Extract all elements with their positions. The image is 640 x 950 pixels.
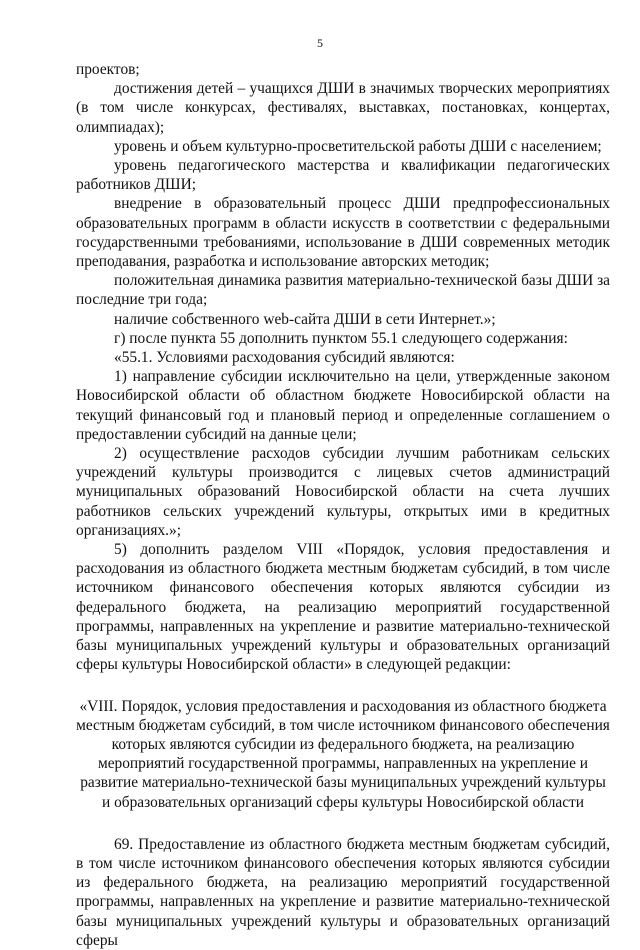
paragraph-clause-55-1: «55.1. Условиями расходования субсидий являются: bbox=[114, 349, 455, 367]
paragraph-outreach-level: уровень и объем культурно-просветительской работы ДШИ с населением; bbox=[114, 137, 602, 155]
paragraph-teaching-skill: уровень педагогического мастерства и квалификации педагогических работников ДШИ; bbox=[76, 157, 610, 194]
paragraph-69: 69. Предоставление из областного бюджета местным бюджетам субсидий, в том числе источником финансового обеспечения которых являются субсидии из федерального бюджета, на реализацию мероприятий государственной программы, направленных на укрепление и развитие материально-технической базы муниципальных учреждений культуры и образовательных организаций сферы bbox=[76, 835, 610, 949]
document-body bbox=[76, 60, 610, 950]
page-number: 5 bbox=[317, 36, 323, 50]
paragraph-website: наличие собственного web-сайта ДШИ в сети Интернет.»; bbox=[114, 310, 496, 328]
paragraph-amendment-g: г) после пункта 55 дополнить пунктом 55.1 следующего содержания: bbox=[114, 329, 568, 347]
paragraph-programs: внедрение в образовательный процесс ДШИ предпрофессиональных образовательных программ в области искусств в соответствии с федеральными государственными требованиями, использование в ДШИ современных методик преподавания, разработка и использование авторских методик; bbox=[76, 195, 610, 271]
section-heading: «VIII. Порядок, условия предоставления и расходования из областного бюджета местным бюджетам субсидий, в том числе источником финансового обеспечения которых являются субсидии из федерального бюджета, на реализацию мероприятий государственной программы, направленных на укрепление и развитие материально-технической базы муниципальных учреждений культуры и образовательных организаций сферы культуры Новосибирской области bbox=[76, 697, 610, 811]
paragraph-amendment-5: 5) дополнить разделом VIII «Порядок, условия предоставления и расходования из областного бюджета местным бюджетам субсидий, в том числе источником финансового обеспечения которых являются субсидии из федерального бюджета, на реализацию мероприятий государственной программы, направленных на укрепление и развитие материально-технической базы муниципальных учреждений культуры и образовательных организаций сферы культуры Новосибирской области» в следующей редакции: bbox=[76, 541, 610, 674]
paragraph-condition-1: 1) направление субсидии исключительно на цели, утвержденные законом Новосибирской области об областном бюджете Новосибирской области на текущий финансовый год и плановый период и определенные соглашением о предоставлении субсидий на данные цели; bbox=[76, 368, 610, 443]
paragraph-projects: проектов; bbox=[76, 61, 140, 78]
paragraph-condition-2: 2) осуществление расходов субсидии лучшим работникам сельских учреждений культуры производится с лицевых счетов администраций муниципальных образований Новосибирской области на счета лучших работников сельских учреждений культуры, открытых ими в кредитных организациях.»; bbox=[76, 445, 610, 539]
paragraph-material-base: положительная динамика развития материально-технической базы ДШИ за последние три года; bbox=[76, 272, 610, 309]
paragraph-achievements: достижения детей – учащихся ДШИ в значимых творческих мероприятиях (в том числе конкурсах, фестивалях, выставках, постановках, концертах, олимпиадах); bbox=[76, 80, 610, 136]
